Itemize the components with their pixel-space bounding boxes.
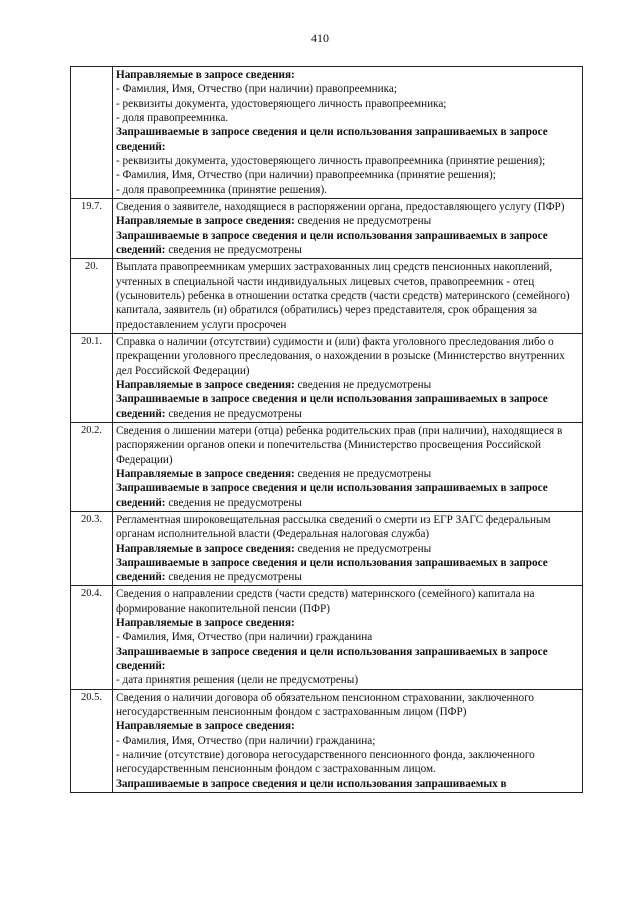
sent-heading: Направляемые в запросе сведения:	[116, 542, 295, 555]
sent-value: сведения не предусмотрены	[297, 215, 432, 228]
requested-heading: Запрашиваемые в запросе сведения и цели использования запрашиваемых в запросе сведений:	[116, 229, 548, 256]
list-item: - реквизиты документа, удостоверяющего личность правопреемника;	[116, 97, 447, 110]
requested-heading: Запрашиваемые в запросе сведения и цели использования запрашиваемых в запросе сведений:	[116, 645, 548, 673]
row-number: 20.4.	[71, 586, 113, 689]
table-row	[71, 198, 583, 258]
row-title: Справка о наличии (отсутствии) судимости и (или) факта уголовного преследования либо о прекращении уголовного преследования, о нахождении в розыске (Министерство внутренних дел Российской Федерации)	[116, 335, 565, 377]
requested-heading: Запрашиваемые в запросе сведения и цели использования запрашиваемых в запросе сведений:	[116, 126, 548, 153]
row-number: 20.5.	[71, 689, 113, 792]
list-item: - доля правопреемника.	[116, 111, 229, 124]
row-content	[113, 689, 583, 792]
requested-line	[116, 229, 579, 258]
list-item: - реквизиты документа, удостоверяющего личность правопреемника (принятие решения);	[116, 154, 546, 167]
sent-heading: Направляемые в запросе сведения:	[116, 720, 295, 733]
sent-heading: Направляемые в запросе сведения:	[116, 215, 295, 228]
table-row	[71, 259, 583, 334]
services-table	[70, 66, 583, 793]
requested-value: сведения не предусмотрены	[168, 407, 302, 420]
row-content	[113, 511, 583, 586]
table-row	[71, 422, 583, 511]
list-item: - Фамилия, Имя, Отчество (при наличии) правопреемника (принятие решения);	[116, 169, 496, 182]
row-number: 20.1.	[71, 333, 113, 422]
list-item: - наличие (отсутствие) договора негосударственного пенсионного фонда, заключенного негосударственным пенсионным фондом с застрахованным лицом.	[116, 749, 535, 776]
list-item: - Фамилия, Имя, Отчество (при наличии) гражданина	[116, 631, 373, 644]
sent-line	[116, 214, 579, 228]
sent-line	[116, 378, 579, 392]
row-number: 20.	[71, 259, 113, 334]
sent-line	[116, 467, 579, 481]
list-item: - дата принятия решения (цели не предусмотрены)	[116, 674, 359, 687]
requested-line	[116, 392, 579, 421]
sent-line	[116, 542, 579, 556]
requested-heading: Запрашиваемые в запросе сведения и цели использования запрашиваемых в запросе сведений:	[116, 556, 548, 584]
row-number: 20.2.	[71, 422, 113, 511]
list-item: - Фамилия, Имя, Отчество (при наличии) правопреемника;	[116, 83, 397, 96]
row-content	[113, 422, 583, 511]
table-row	[71, 689, 583, 792]
table-row	[71, 333, 583, 422]
row-content	[113, 586, 583, 689]
requested-heading: Запрашиваемые в запросе сведения и цели использования запрашиваемых в	[116, 777, 507, 790]
row-title: Сведения о направлении средств (части средств) материнского (семейного) капитала на формирование накопительной пенсии (ПФР)	[116, 588, 535, 615]
row-number: 19.7.	[71, 198, 113, 258]
row-number: 20.3.	[71, 511, 113, 586]
list-item: - доля правопреемника (принятие решения).	[116, 183, 327, 196]
sent-heading: Направляемые в запросе сведения:	[116, 378, 295, 391]
requested-heading: Запрашиваемые в запросе сведения и цели использования запрашиваемых в запросе сведений:	[116, 482, 548, 509]
sent-heading: Направляемые в запросе сведения:	[116, 467, 295, 480]
requested-value: сведения не предусмотрены	[168, 243, 302, 256]
requested-line	[116, 556, 579, 585]
row-title: Регламентная широковещательная рассылка сведений о смерти из ЕГР ЗАГС федеральным органам исполнительной власти (Федеральная налоговая служба)	[116, 513, 551, 541]
requested-value: сведения не предусмотрены	[168, 496, 302, 509]
row-content	[113, 198, 583, 258]
list-item: - Фамилия, Имя, Отчество (при наличии) гражданина;	[116, 734, 376, 747]
table-row	[71, 67, 583, 199]
sent-value: сведения не предусмотрены	[297, 378, 432, 391]
requested-heading: Запрашиваемые в запросе сведения и цели использования запрашиваемых в запросе сведений:	[116, 393, 548, 420]
table-row	[71, 586, 583, 689]
sent-value: сведения не предусмотрены	[297, 542, 432, 555]
row-content	[113, 259, 583, 334]
sent-heading: Направляемые в запросе сведения:	[116, 617, 295, 630]
row-title: Сведения о наличии договора об обязательном пенсионном страховании, заключенного негосударственным пенсионным фондом с застрахованным лицом (ПФР)	[116, 691, 535, 719]
sent-value: сведения не предусмотрены	[297, 467, 432, 480]
row-title: Выплата правопреемникам умерших застрахованных лиц средств пенсионных накоплений, учтенных в специальной части индивидуальных лицевых счетов, правопреемник - отец (усыновитель) ребенка в отношении остатка средств (части средств) материнского (семейного) капитала, заявитель (и) обратился (обратились) через представителя, срок обращения за предоставлением услуги просрочен	[116, 261, 570, 331]
row-content	[113, 333, 583, 422]
row-content	[113, 67, 583, 199]
row-title: Сведения о заявителе, находящиеся в распоряжении органа, предоставляющего услугу (ПФР)	[116, 200, 565, 213]
table-row	[71, 511, 583, 586]
row-title: Сведения о лишении матери (отца) ребенка родительских прав (при наличии), находящиеся в распоряжении органов опеки и попечительства (Министерство просвещения Российской Федерации)	[116, 424, 563, 466]
page-number: 410	[311, 31, 329, 45]
requested-line	[116, 481, 579, 510]
requested-value: сведения не предусмотрены	[168, 571, 302, 584]
sent-heading: Направляемые в запросе сведения:	[116, 69, 295, 81]
row-number	[71, 67, 113, 199]
